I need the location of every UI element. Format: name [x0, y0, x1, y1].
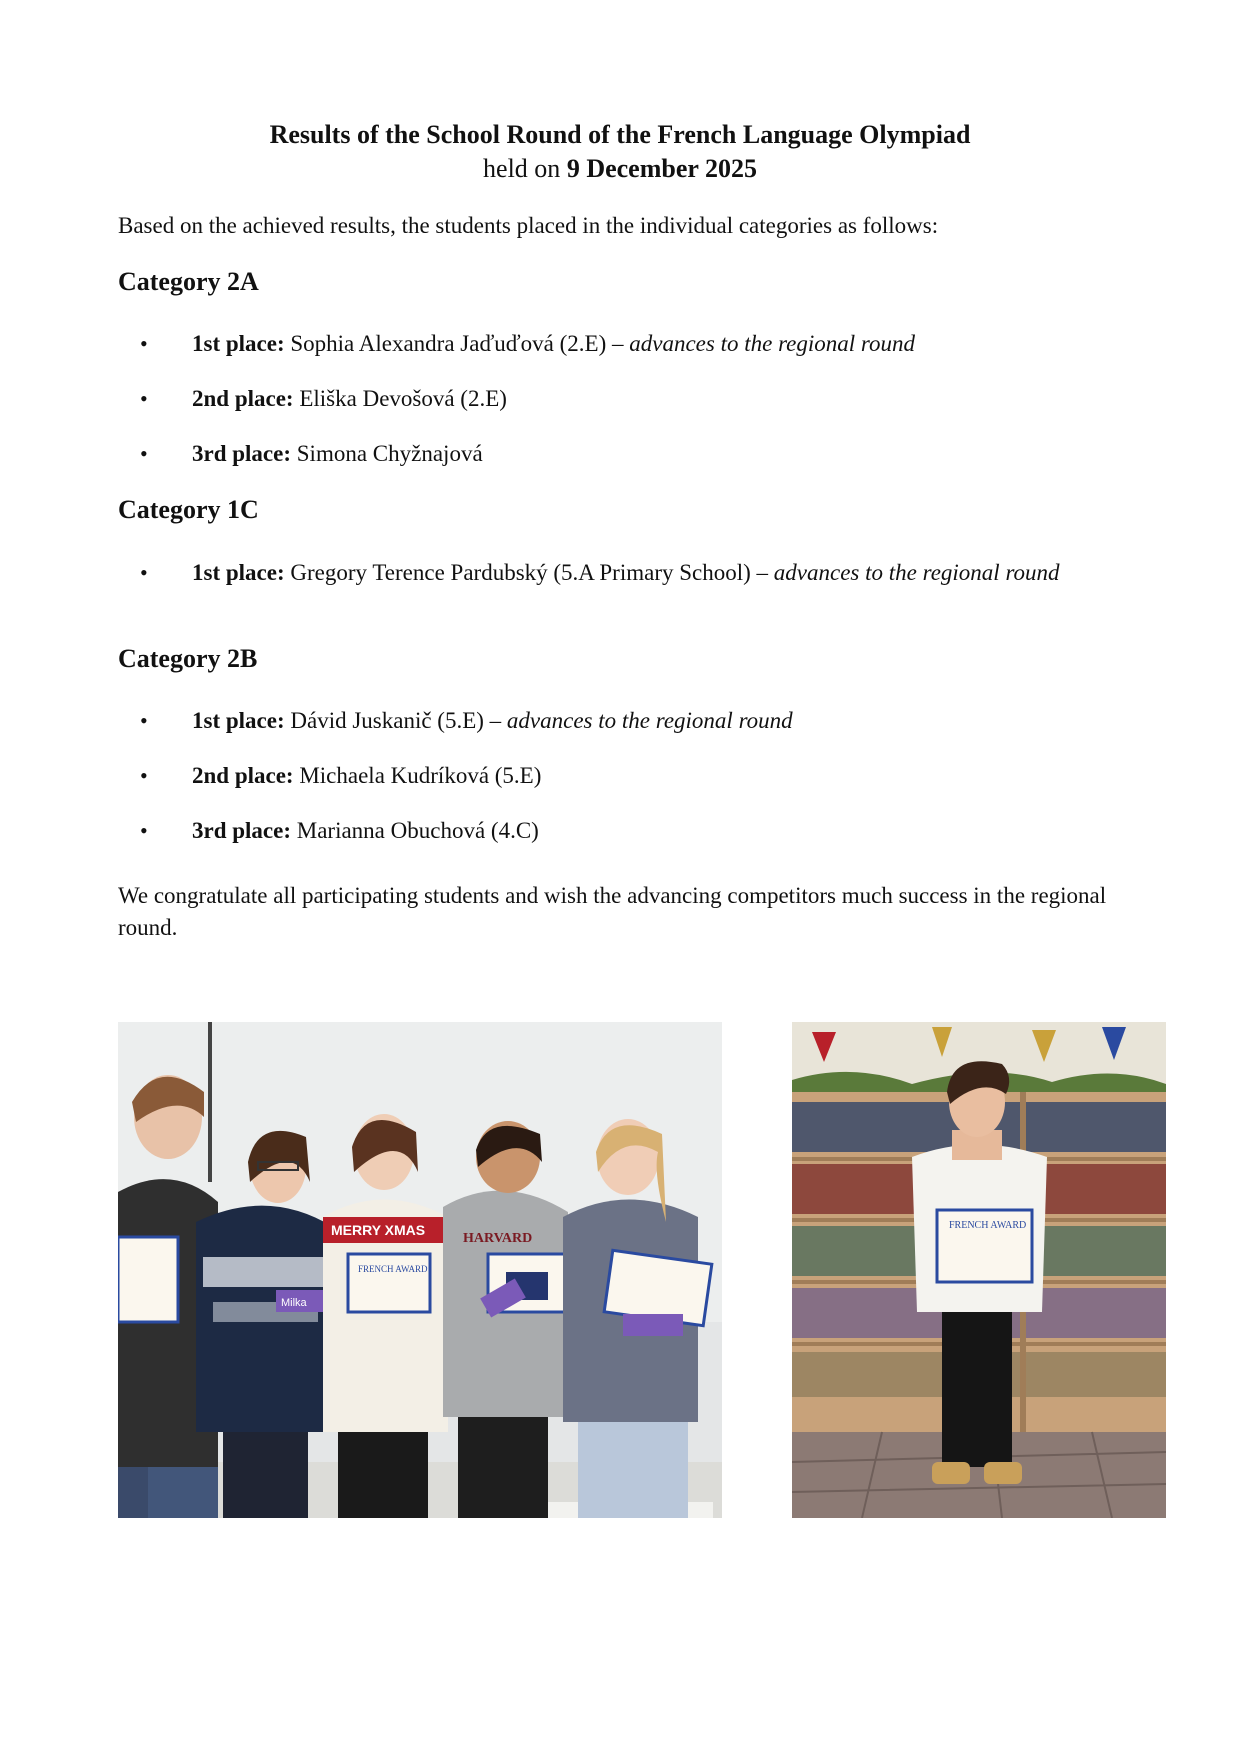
page-subtitle: [0, 152, 1240, 186]
bullet-icon: •: [140, 560, 148, 585]
student-text: Michaela Kudríková (5.E): [293, 763, 542, 788]
place-label: 1st place:: [192, 331, 285, 356]
student-text: Marianna Obuchová (4.C): [291, 818, 539, 843]
place-label: 3rd place:: [192, 818, 292, 843]
student-text: Sophia Alexandra Jaďuďová (2.E) –: [284, 331, 630, 356]
bullet-icon: •: [140, 708, 148, 733]
winner-photo-illustration: [792, 1022, 1166, 1518]
category-heading-2a: Category 2A: [118, 267, 259, 296]
bullet-icon: •: [140, 818, 148, 843]
student-text: Gregory Terence Pardubský (5.A Primary School) –: [284, 560, 774, 585]
sweater-text: MERRY XMAS: [331, 1222, 426, 1238]
advance-note: advances to the regional round: [629, 331, 916, 356]
bullet-icon: •: [140, 763, 148, 788]
group-photo: [118, 1022, 722, 1518]
group-photo-illustration: [118, 1022, 722, 1518]
certificate-label: FRENCH AWARD: [949, 1220, 1027, 1231]
title-block: [0, 118, 1240, 186]
page-title: Results of the School Round of the French Language Olympiad: [269, 120, 971, 149]
event-date: 9 December 2025: [566, 154, 757, 183]
student-text: Dávid Juskanič (5.E) –: [284, 708, 507, 733]
closing-paragraph: We congratulate all participating students and wish the advancing competitors much success in the regional round.: [118, 883, 1107, 940]
student-text: Eliška Devošová (2.E): [293, 386, 507, 411]
place-label: 2nd place:: [192, 386, 294, 411]
intro-paragraph: Based on the achieved results, the students placed in the individual categories as follows:: [118, 213, 939, 238]
subtitle-prefix: held on: [483, 154, 567, 183]
advance-note: advances to the regional round: [773, 560, 1060, 585]
hoodie-text: HARVARD: [463, 1231, 533, 1246]
place-label: 3rd place:: [192, 441, 292, 466]
category-heading-2b: Category 2B: [118, 644, 258, 673]
place-label: 1st place:: [192, 708, 285, 733]
place-label: 1st place:: [192, 560, 285, 585]
student-text: Simona Chyžnajová: [291, 441, 483, 466]
certificate-label: FRENCH AWARD: [358, 1264, 428, 1274]
chocolate-label: Milka: [281, 1297, 307, 1309]
winner-photo: [792, 1022, 1166, 1518]
bullet-icon: •: [140, 441, 148, 466]
bullet-icon: •: [140, 331, 148, 356]
category-heading-1c: Category 1C: [118, 495, 259, 524]
advance-note: advances to the regional round: [506, 708, 793, 733]
bullet-icon: •: [140, 386, 148, 411]
place-label: 2nd place:: [192, 763, 294, 788]
